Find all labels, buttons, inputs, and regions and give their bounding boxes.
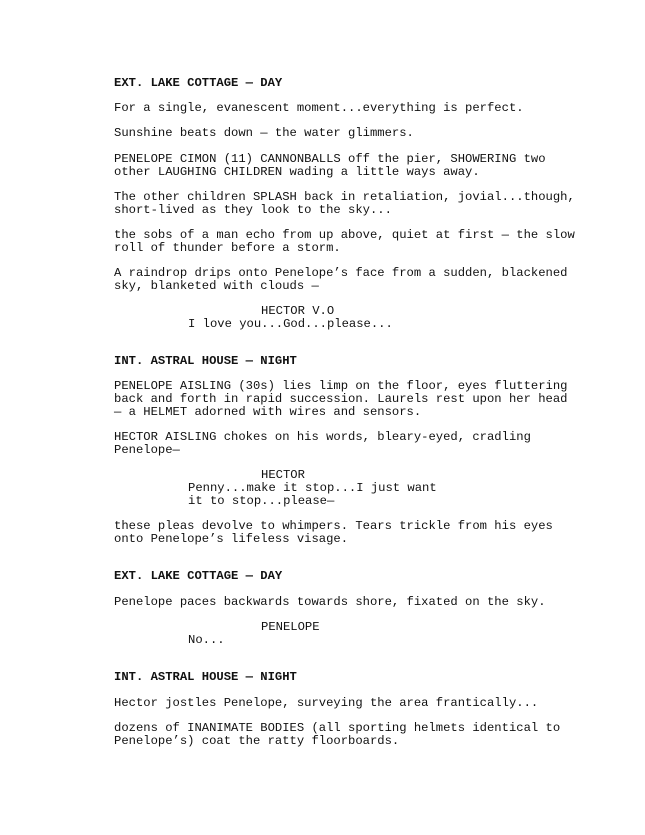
action-line: dozens of INANIMATE BODIES (all sporting helmets identical to	[114, 721, 561, 735]
action-line: The other children SPLASH back in retaliation, jovial...though,	[114, 190, 575, 204]
dialogue-line: Penny...make it stop...I just want	[188, 481, 437, 495]
action-line: onto Penelope’s lifeless visage.	[114, 532, 349, 546]
action-line: the sobs of a man echo from up above, quiet at first — the slow	[114, 228, 575, 242]
scene-heading: EXT. LAKE COTTAGE — DAY	[114, 569, 283, 583]
action-line: HECTOR AISLING chokes on his words, bleary-eyed, cradling	[114, 430, 531, 444]
scene-heading: EXT. LAKE COTTAGE — DAY	[114, 76, 283, 90]
scene-heading: INT. ASTRAL HOUSE — NIGHT	[114, 354, 297, 368]
action-line: Penelope paces backwards towards shore, fixated on the sky.	[114, 595, 546, 609]
action-line: PENELOPE AISLING (30s) lies limp on the floor, eyes fluttering	[114, 379, 568, 393]
action-line: roll of thunder before a storm.	[114, 241, 341, 255]
action-line: sky, blanketed with clouds —	[114, 279, 319, 293]
action-line: Sunshine beats down — the water glimmers.	[114, 126, 414, 140]
action-line: For a single, evanescent moment...everything is perfect.	[114, 101, 524, 115]
dialogue-line: it to stop...please—	[188, 494, 335, 508]
action-line: Penelope’s) coat the ratty floorboards.	[114, 734, 400, 748]
character-cue: HECTOR V.O	[261, 304, 335, 318]
action-line: Hector jostles Penelope, surveying the area frantically...	[114, 696, 539, 710]
character-cue: PENELOPE	[261, 620, 320, 634]
dialogue-line: I love you...God...please...	[188, 317, 393, 331]
action-line: back and forth in rapid succession. Laurels rest upon her head	[114, 392, 568, 406]
action-line: Penelope—	[114, 443, 180, 457]
action-line: short-lived as they look to the sky...	[114, 203, 392, 217]
action-line: these pleas devolve to whimpers. Tears trickle from his eyes	[114, 519, 553, 533]
action-line: PENELOPE CIMON (11) CANNONBALLS off the pier, SHOWERING two	[114, 152, 546, 166]
scene-heading: INT. ASTRAL HOUSE — NIGHT	[114, 670, 297, 684]
dialogue-line: No...	[188, 633, 225, 647]
action-line: — a HELMET adorned with wires and sensors.	[114, 405, 422, 419]
action-line: other LAUGHING CHILDREN wading a little ways away.	[114, 165, 480, 179]
action-line: A raindrop drips onto Penelope’s face from a sudden, blackened	[114, 266, 568, 280]
character-cue: HECTOR	[261, 468, 305, 482]
